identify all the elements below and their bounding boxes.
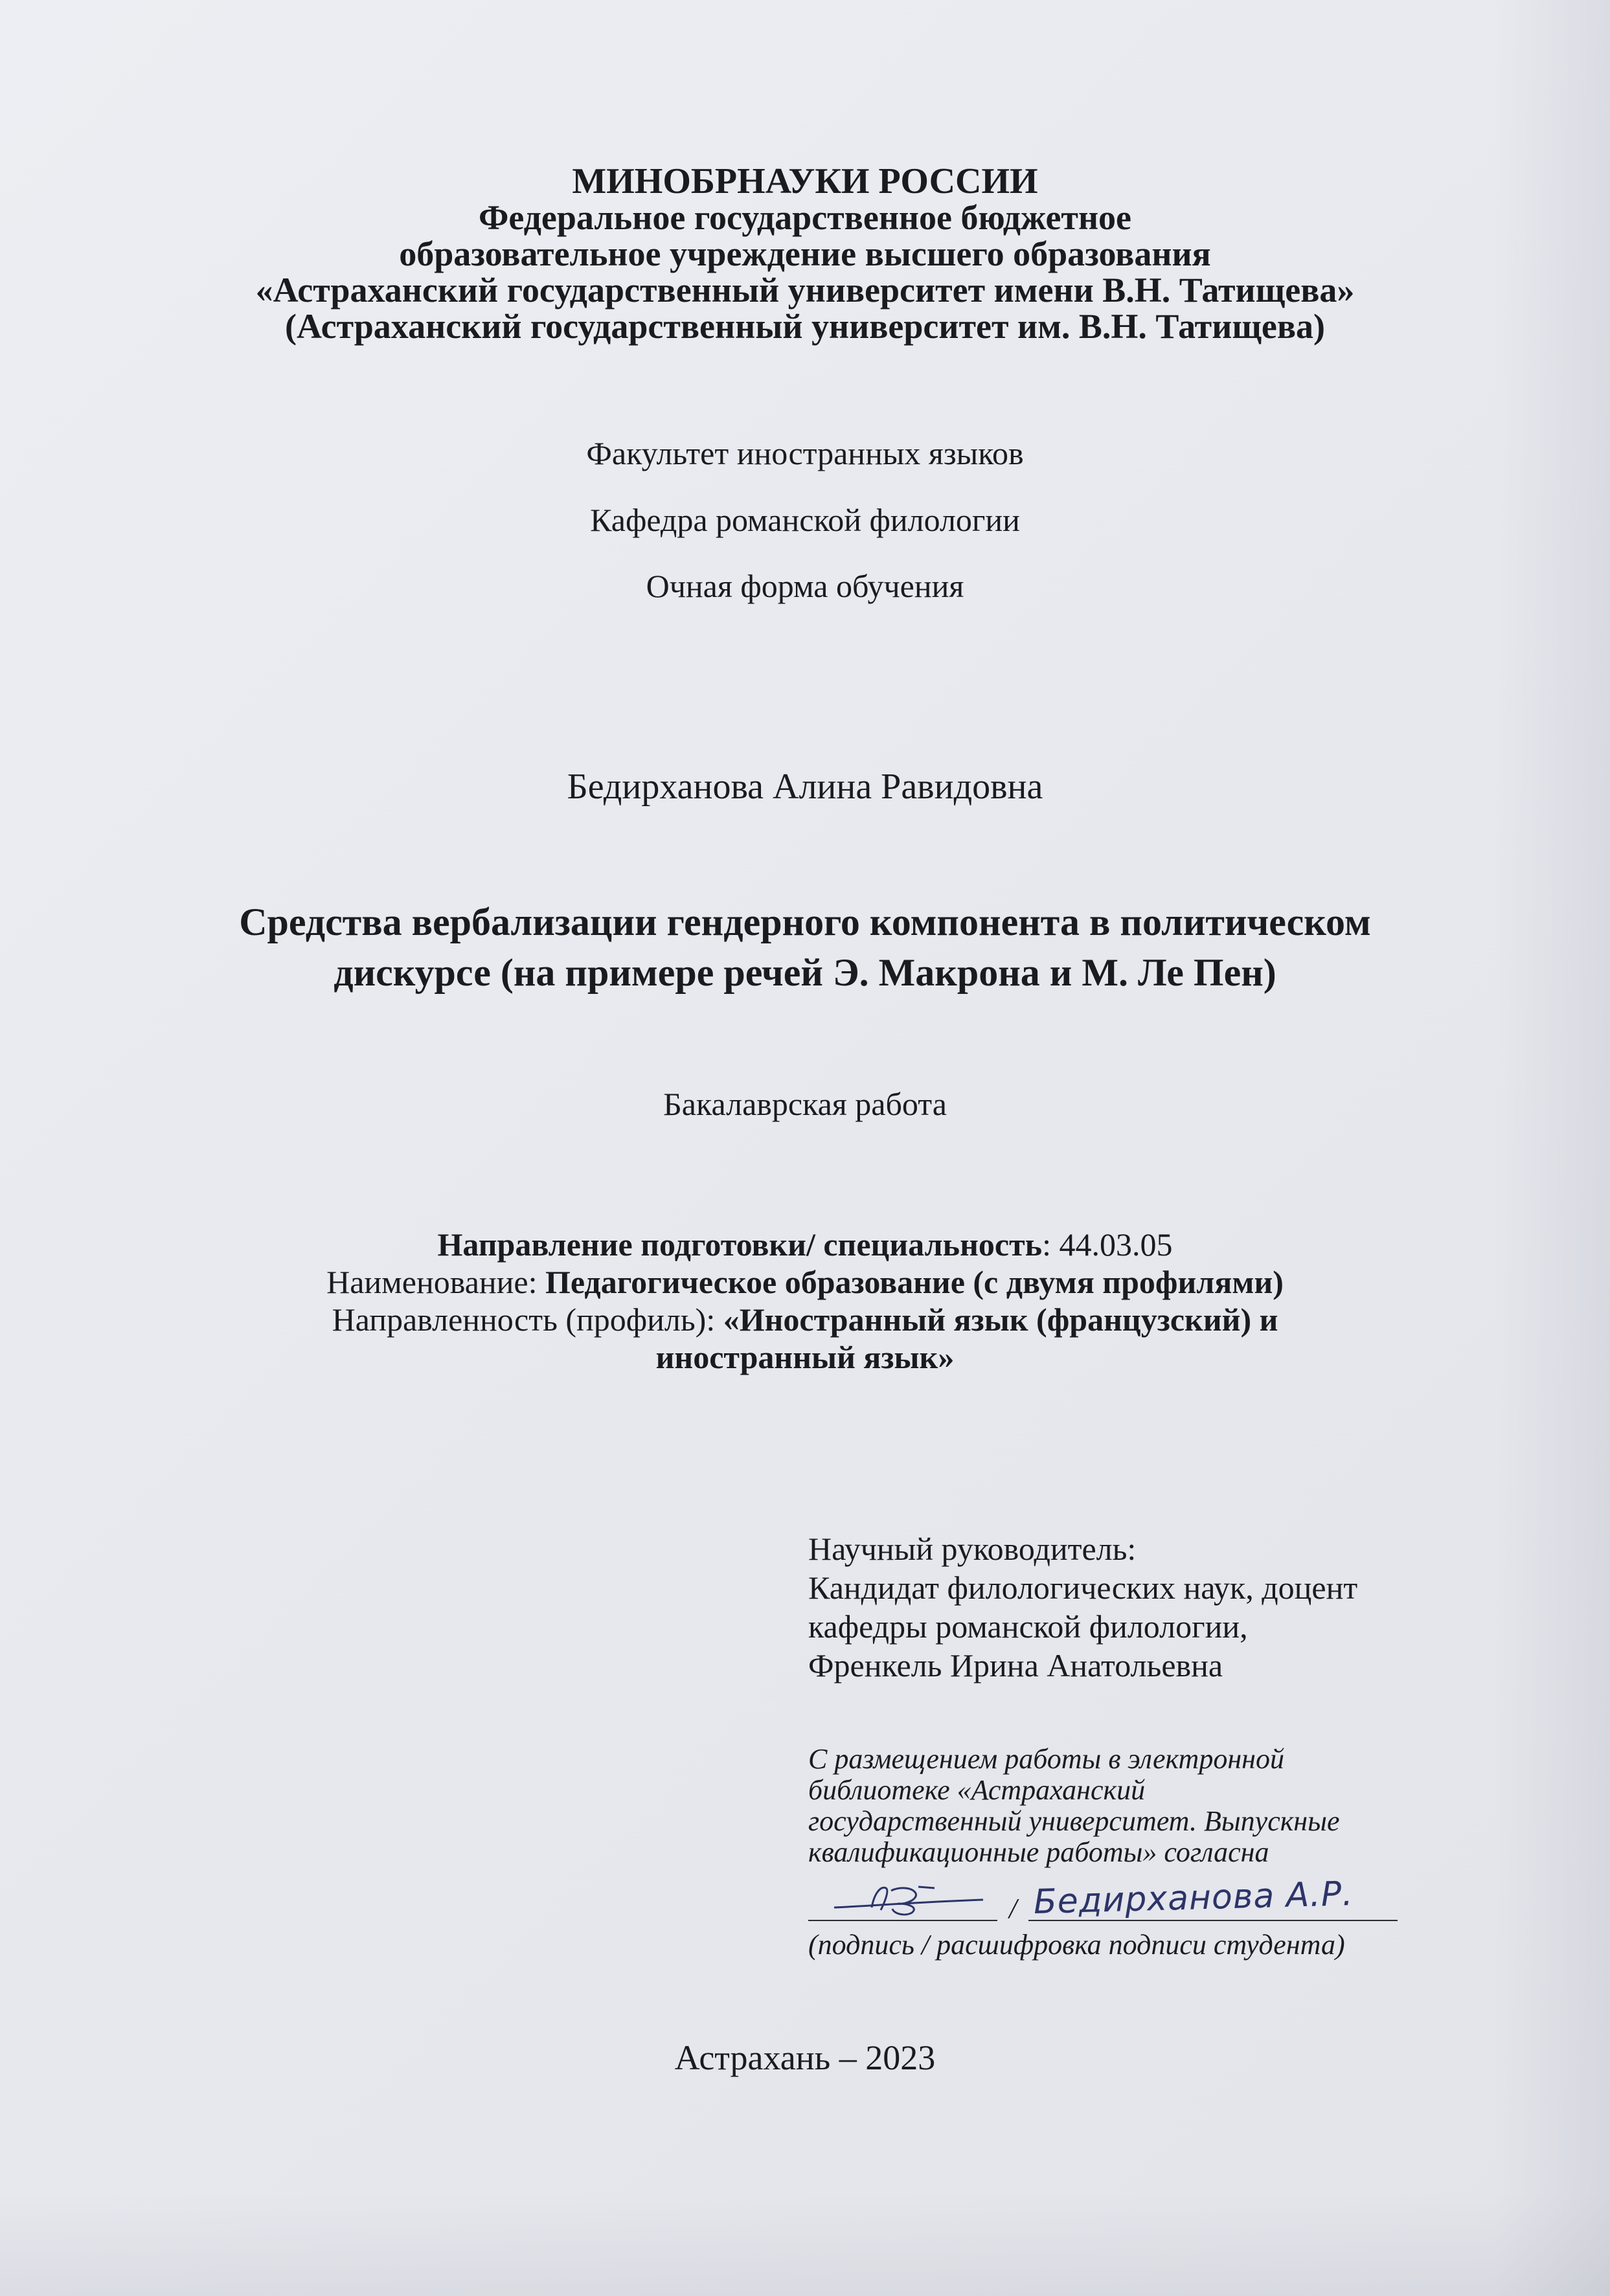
department-name: Кафедра романской филологии bbox=[590, 502, 1020, 538]
profile-label: Направленность (профиль): bbox=[332, 1301, 723, 1338]
signature-caption: (подпись / расшифровка подписи студента) bbox=[808, 1929, 1345, 1961]
name-value: Педагогическое образование (с двумя профилями) bbox=[545, 1264, 1284, 1300]
university-full-name: «Астраханский государственный университет имени В.Н. Татищева» bbox=[255, 271, 1355, 310]
advisor-department: кафедры романской филологии, bbox=[808, 1608, 1248, 1645]
advisor-heading: Научный руководитель: bbox=[808, 1531, 1137, 1567]
signature-row bbox=[808, 1874, 1411, 1930]
thesis-title-line-2: дискурсе (на примере речей Э. Макрона и М. Ле Пен) bbox=[334, 951, 1276, 994]
study-direction-block bbox=[0, 1226, 1610, 1376]
handwritten-name: Бедирханова А.Р. bbox=[1033, 1874, 1354, 1922]
profile-value-1: «Иностранный язык (французский) и bbox=[723, 1301, 1278, 1338]
direction-code: : 44.03.05 bbox=[1042, 1226, 1173, 1263]
profile-value-2: иностранный язык» bbox=[655, 1339, 955, 1375]
name-line bbox=[0, 1263, 1610, 1301]
consent-line-4: квалификационные работы» согласна bbox=[808, 1836, 1269, 1868]
signature-separator: / bbox=[1009, 1893, 1017, 1924]
org-type-line-1: Федеральное государственное бюджетное bbox=[478, 198, 1132, 237]
consent-line-1: С размещением работы в электронной bbox=[808, 1743, 1284, 1775]
advisor-degree: Кандидат филологических наук, доцент bbox=[808, 1570, 1358, 1606]
direction-line bbox=[0, 1226, 1610, 1263]
direction-label: Направление подготовки/ специальность bbox=[437, 1226, 1043, 1263]
thesis-title-line-1: Средства вербализации гендерного компонента в политическом bbox=[239, 901, 1371, 943]
institution-header bbox=[0, 163, 1610, 344]
library-consent bbox=[808, 1744, 1339, 1868]
consent-line-3: государственный университет. Выпускные bbox=[808, 1805, 1340, 1837]
page-shadow-bottom bbox=[0, 2192, 1610, 2296]
advisor-block bbox=[808, 1529, 1357, 1685]
study-form: Очная форма обучения bbox=[646, 568, 964, 604]
faculty-name: Факультет иностранных языков bbox=[586, 435, 1024, 471]
author-name: Бедирханова Алина Равидовна bbox=[567, 767, 1043, 807]
consent-line-2: библиотеке «Астраханский bbox=[808, 1774, 1146, 1806]
org-type-line-2: образовательное учреждение высшего образования bbox=[399, 234, 1211, 273]
name-label: Наименование: bbox=[326, 1264, 545, 1300]
handwritten-signature bbox=[821, 1874, 1003, 1926]
ministry-name: МИНОБРНАУКИ РОССИИ bbox=[572, 161, 1038, 201]
thesis-title bbox=[0, 897, 1610, 998]
profile-line bbox=[0, 1301, 1610, 1338]
city-year: Астрахань – 2023 bbox=[674, 2038, 936, 2077]
work-type: Бакалаврская работа bbox=[663, 1086, 947, 1122]
advisor-name: Френкель Ирина Анатольевна bbox=[808, 1647, 1223, 1683]
university-short-name: (Астраханский государственный университет им. В.Н. Татищева) bbox=[284, 307, 1326, 346]
